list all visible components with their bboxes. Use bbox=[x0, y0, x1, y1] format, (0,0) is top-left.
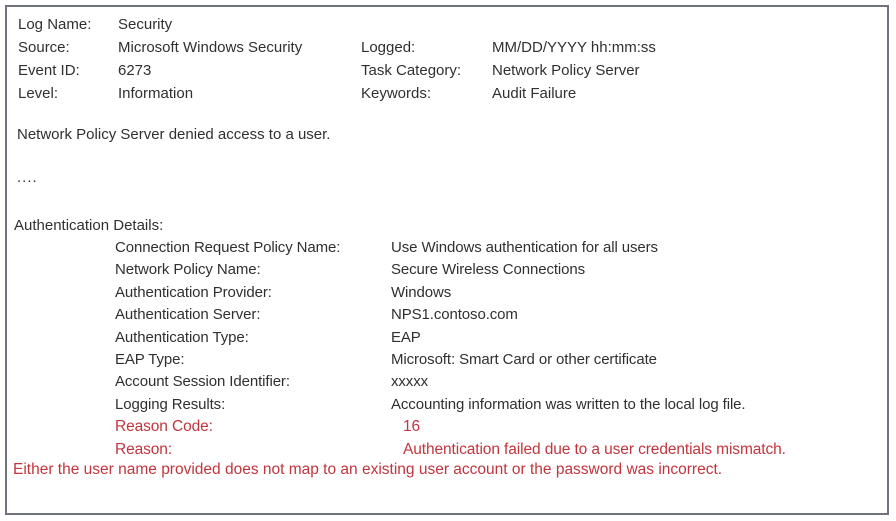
detail-row bbox=[115, 259, 886, 281]
detail-label: Logging Results: bbox=[115, 395, 226, 413]
detail-row bbox=[115, 237, 886, 259]
field-value: 6273 bbox=[118, 62, 152, 79]
field-label: Keywords: bbox=[361, 85, 432, 102]
authentication-details-title: Authentication Details: bbox=[14, 217, 164, 234]
reason-explanation-text: Either the user name provided does not map to an existing user account or the password was incorrect. bbox=[13, 461, 723, 478]
detail-row bbox=[115, 327, 886, 349]
detail-label: Account Session Identifier: bbox=[115, 373, 290, 391]
field-value bbox=[492, 13, 876, 36]
detail-value: NPS1.contoso.com bbox=[391, 306, 518, 324]
truncation-ellipsis: .... bbox=[17, 169, 38, 186]
detail-row-reason bbox=[115, 439, 886, 461]
detail-value: 16 bbox=[403, 418, 421, 436]
header-row-level-keywords bbox=[18, 82, 876, 105]
field-label: Task Category: bbox=[361, 62, 462, 79]
detail-row bbox=[115, 304, 886, 326]
authentication-details-list bbox=[115, 237, 886, 461]
detail-label: Authentication Type: bbox=[115, 328, 249, 346]
event-header bbox=[18, 13, 876, 105]
event-message: Network Policy Server denied access to a user. bbox=[17, 126, 331, 143]
field-value: Information bbox=[118, 85, 194, 102]
detail-value: Use Windows authentication for all users bbox=[391, 239, 658, 256]
detail-label: Authentication Server: bbox=[115, 306, 261, 324]
field-label bbox=[361, 13, 492, 36]
detail-value: Windows bbox=[391, 283, 452, 301]
detail-label: Network Policy Name: bbox=[115, 261, 261, 279]
field-value: Microsoft Windows Security bbox=[118, 39, 303, 56]
header-row-log-name bbox=[18, 13, 876, 36]
detail-label: Authentication Provider: bbox=[115, 283, 272, 301]
detail-label: Reason Code: bbox=[115, 418, 213, 436]
detail-row bbox=[115, 394, 886, 416]
detail-label: Connection Request Policy Name: bbox=[115, 239, 341, 256]
detail-row bbox=[115, 371, 886, 393]
field-label: Source: bbox=[18, 39, 70, 56]
header-row-eventid-taskcategory bbox=[18, 59, 876, 82]
detail-row bbox=[115, 282, 886, 304]
detail-value: xxxxx bbox=[391, 373, 429, 391]
detail-value: Accounting information was written to the local log file. bbox=[391, 395, 746, 413]
field-label: Log Name: bbox=[18, 16, 92, 33]
detail-value: Authentication failed due to a user credentials mismatch. bbox=[403, 440, 786, 458]
field-label: Event ID: bbox=[18, 62, 80, 79]
detail-value: Microsoft: Smart Card or other certificate bbox=[391, 351, 657, 369]
detail-label: EAP Type: bbox=[115, 351, 185, 369]
field-label: Logged: bbox=[361, 39, 416, 56]
detail-row bbox=[115, 349, 886, 371]
header-row-source-logged bbox=[18, 36, 876, 59]
field-value: Security bbox=[118, 16, 173, 33]
detail-row-reason-code bbox=[115, 416, 886, 438]
detail-label: Reason: bbox=[115, 440, 173, 458]
detail-value: EAP bbox=[391, 328, 421, 346]
field-value: MM/DD/YYYY hh:mm:ss bbox=[492, 39, 656, 56]
field-value: Network Policy Server bbox=[492, 62, 640, 79]
detail-value: Secure Wireless Connections bbox=[391, 261, 586, 279]
field-value: Audit Failure bbox=[492, 85, 577, 102]
field-label: Level: bbox=[18, 85, 59, 102]
